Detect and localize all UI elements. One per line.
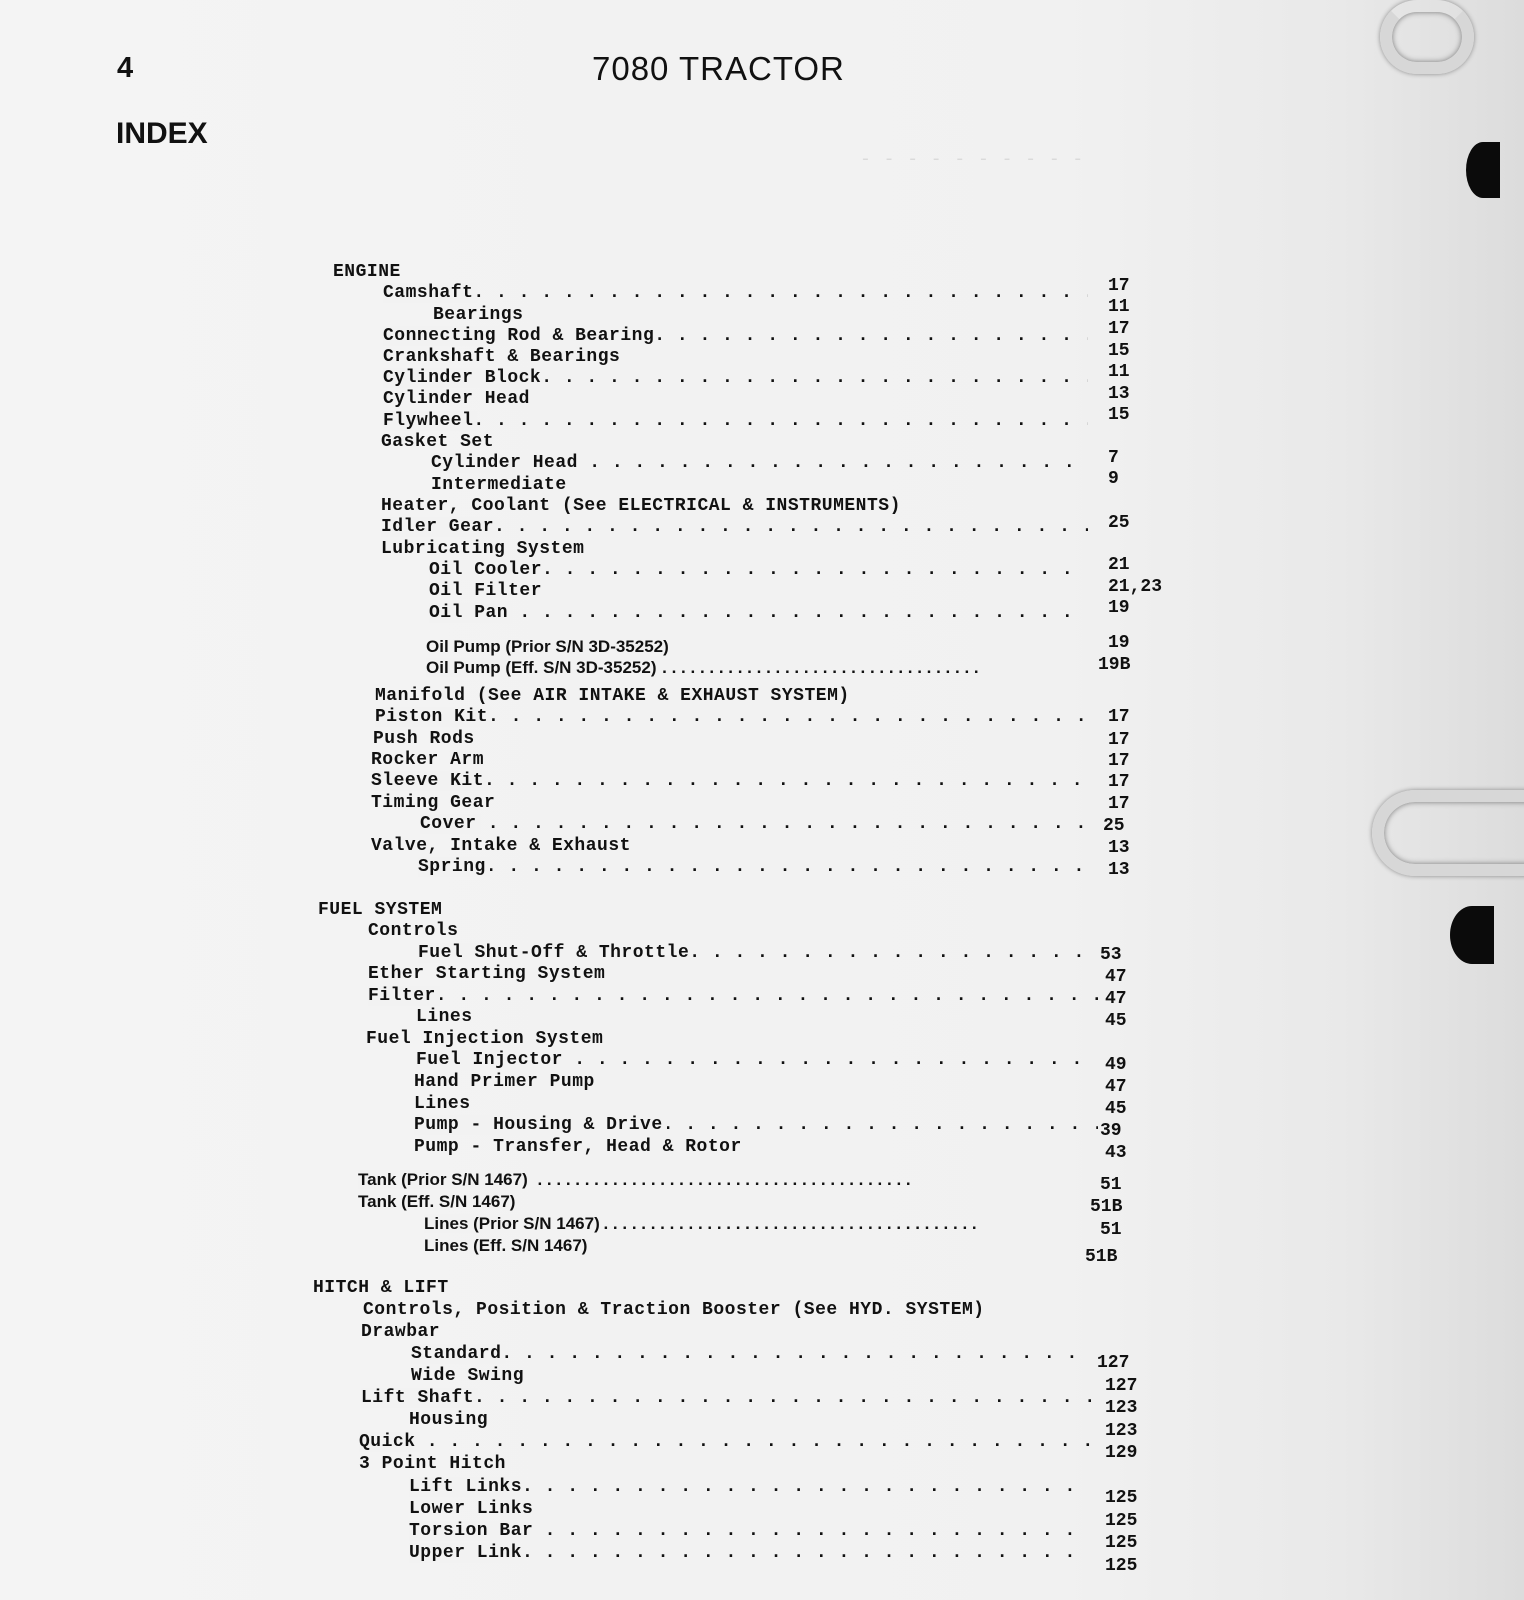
binder-ring-icon (1372, 790, 1524, 876)
index-entry: . . . Upper Link (409, 1543, 1091, 1565)
binder-hole-icon (1450, 906, 1494, 964)
page-ref: 17 (1108, 751, 1130, 771)
section-heading-hitch-lift: HITCH & LIFT (313, 1278, 449, 1298)
page-ref: 125 (1105, 1556, 1138, 1576)
page-ref: 125 (1105, 1488, 1138, 1508)
index-entry: Drawbar (361, 1322, 441, 1342)
page-ref: 125 (1105, 1511, 1138, 1531)
page-ref: 19 (1108, 598, 1130, 618)
index-entry: . . . Sleeve Kit (371, 771, 1088, 793)
bleed-through-text: - - - - - - - - - - (860, 150, 1085, 170)
page-ref: 17 (1108, 772, 1130, 792)
index-entry: Controls (368, 921, 459, 941)
index-entry: Lines (Eff. S/N 1467) (424, 1236, 588, 1255)
page-ref: 25 (1103, 816, 1125, 836)
page-ref: 51 (1100, 1175, 1122, 1195)
page-ref: 17 (1108, 730, 1130, 750)
page-ref: 21,23 (1108, 577, 1163, 597)
index-heading: INDEX (116, 117, 208, 150)
page-ref: 17 (1108, 794, 1130, 814)
page-ref: 13 (1108, 860, 1130, 880)
section-heading-fuel-system: FUEL SYSTEM (318, 900, 443, 920)
index-entry: Crankshaft & Bearings (383, 347, 621, 367)
index-entry: . . . Cylinder Block (383, 368, 1088, 390)
document-title: 7080 TRACTOR (592, 50, 845, 87)
index-entry: . . . Fuel Shut-Off & Throttle (418, 943, 1100, 965)
index-entry: Hand Primer Pump (414, 1072, 595, 1092)
page-ref: 11 (1108, 362, 1130, 382)
index-entry: . . . Piston Kit (375, 707, 1088, 729)
index-entry: Lines (416, 1007, 473, 1027)
page-ref: 17 (1108, 276, 1130, 296)
index-entry: Lower Links (409, 1499, 534, 1519)
index-entry: . . . Oil Pump (Eff. S/N 3D-35252) (426, 658, 1096, 680)
index-entry: Housing (409, 1410, 489, 1430)
index-entry: . . . Cover (420, 814, 1088, 836)
index-entry: . . . Lines (Prior S/N 1467) (424, 1214, 1088, 1236)
page-ref: 13 (1108, 384, 1130, 404)
page-ref: 9 (1108, 469, 1119, 489)
page-ref: 47 (1105, 967, 1127, 987)
index-entry: Rocker Arm (371, 750, 485, 770)
index-entry: . . . Spring (418, 857, 1088, 879)
index-entry: . . . Filter (368, 986, 1098, 1008)
index-entry: Gasket Set (381, 432, 495, 452)
index-entry: . . . Connecting Rod & Bearing (383, 326, 1088, 348)
index-entry: Ether Starting System (368, 964, 606, 984)
page-ref: 21 (1108, 555, 1130, 575)
index-entry: Wide Swing (411, 1366, 525, 1386)
index-entry: . . . Cylinder Head (431, 453, 1088, 475)
page-ref: 129 (1105, 1443, 1138, 1463)
page-ref: 125 (1105, 1533, 1138, 1553)
page-ref: 19 (1108, 633, 1130, 653)
index-entry: . . . Idler Gear (381, 517, 1088, 539)
page-ref: 39 (1100, 1121, 1122, 1141)
page-ref: 51 (1100, 1220, 1122, 1240)
index-entry: Cylinder Head (383, 389, 530, 409)
page-ref: 123 (1105, 1421, 1138, 1441)
page-ref: 123 (1105, 1398, 1138, 1418)
index-entry: . . . Standard (411, 1344, 1091, 1366)
binder-ring-icon (1380, 0, 1474, 74)
page-number: 4 (117, 52, 134, 84)
index-entry: . . . Oil Pan (429, 603, 1088, 625)
page-ref: 25 (1108, 513, 1130, 533)
page-ref: 19B (1098, 655, 1131, 675)
index-entry: Tank (Eff. S/N 1467) (358, 1192, 516, 1211)
page-ref: 17 (1108, 319, 1130, 339)
index-entry: 3 Point Hitch (359, 1454, 506, 1474)
index-entry: . . . Lift Shaft (361, 1388, 1091, 1410)
binder-hole-icon (1466, 142, 1500, 198)
index-entry: . . . Fuel Injector (416, 1050, 1098, 1072)
index-entry: Timing Gear (371, 793, 496, 813)
index-entry: Heater, Coolant (See ELECTRICAL & INSTRUMENTS) (381, 496, 901, 516)
index-entry: Manifold (See AIR INTAKE & EXHAUST SYSTEM) (375, 686, 850, 706)
page-ref: 15 (1108, 341, 1130, 361)
page-ref: 53 (1100, 945, 1122, 965)
index-entry: Bearings (433, 305, 524, 325)
index-entry: Lubricating System (381, 539, 585, 559)
index-entry: Pump - Transfer, Head & Rotor (414, 1137, 742, 1157)
index-entry: Push Rods (373, 729, 475, 749)
index-entry: Controls, Position & Traction Booster (See HYD. SYSTEM) (363, 1300, 985, 1320)
page-ref: 127 (1105, 1376, 1138, 1396)
index-entry: Oil Filter (429, 581, 543, 601)
index-entry: Valve, Intake & Exhaust (371, 836, 631, 856)
page-ref: 13 (1108, 838, 1130, 858)
index-entry: . . . Pump - Housing & Drive (414, 1115, 1098, 1137)
page-ref: 15 (1108, 405, 1130, 425)
page-ref: 51B (1085, 1247, 1118, 1267)
index-entry: . . . Tank (Prior S/N 1467) (358, 1170, 1088, 1192)
page-ref: 51B (1090, 1197, 1123, 1217)
page-ref: 45 (1105, 1099, 1127, 1119)
page-ref: 47 (1105, 1077, 1127, 1097)
page-ref: 17 (1108, 707, 1130, 727)
page-ref: 45 (1105, 1011, 1127, 1031)
index-entry: . . . Flywheel (383, 411, 1088, 433)
index-entry: Lines (414, 1094, 471, 1114)
page-ref: 127 (1097, 1353, 1130, 1373)
page-ref: 43 (1105, 1143, 1127, 1163)
index-entry: . . . Camshaft (383, 283, 1088, 305)
index-entry: Intermediate (431, 475, 567, 495)
index-entry: . . . Quick (359, 1432, 1091, 1454)
section-heading-engine: ENGINE (333, 262, 401, 282)
index-entry: . . . Oil Cooler (429, 560, 1088, 582)
page-ref: 11 (1108, 297, 1130, 317)
index-entry: Fuel Injection System (366, 1029, 604, 1049)
index-entry: . . . Torsion Bar (409, 1521, 1091, 1543)
page-ref: 7 (1108, 448, 1119, 468)
page-ref: 49 (1105, 1055, 1127, 1075)
page-ref: 47 (1105, 989, 1127, 1009)
index-entry: Oil Pump (Prior S/N 3D-35252) (426, 637, 669, 656)
index-entry: . . . Lift Links (409, 1477, 1091, 1499)
